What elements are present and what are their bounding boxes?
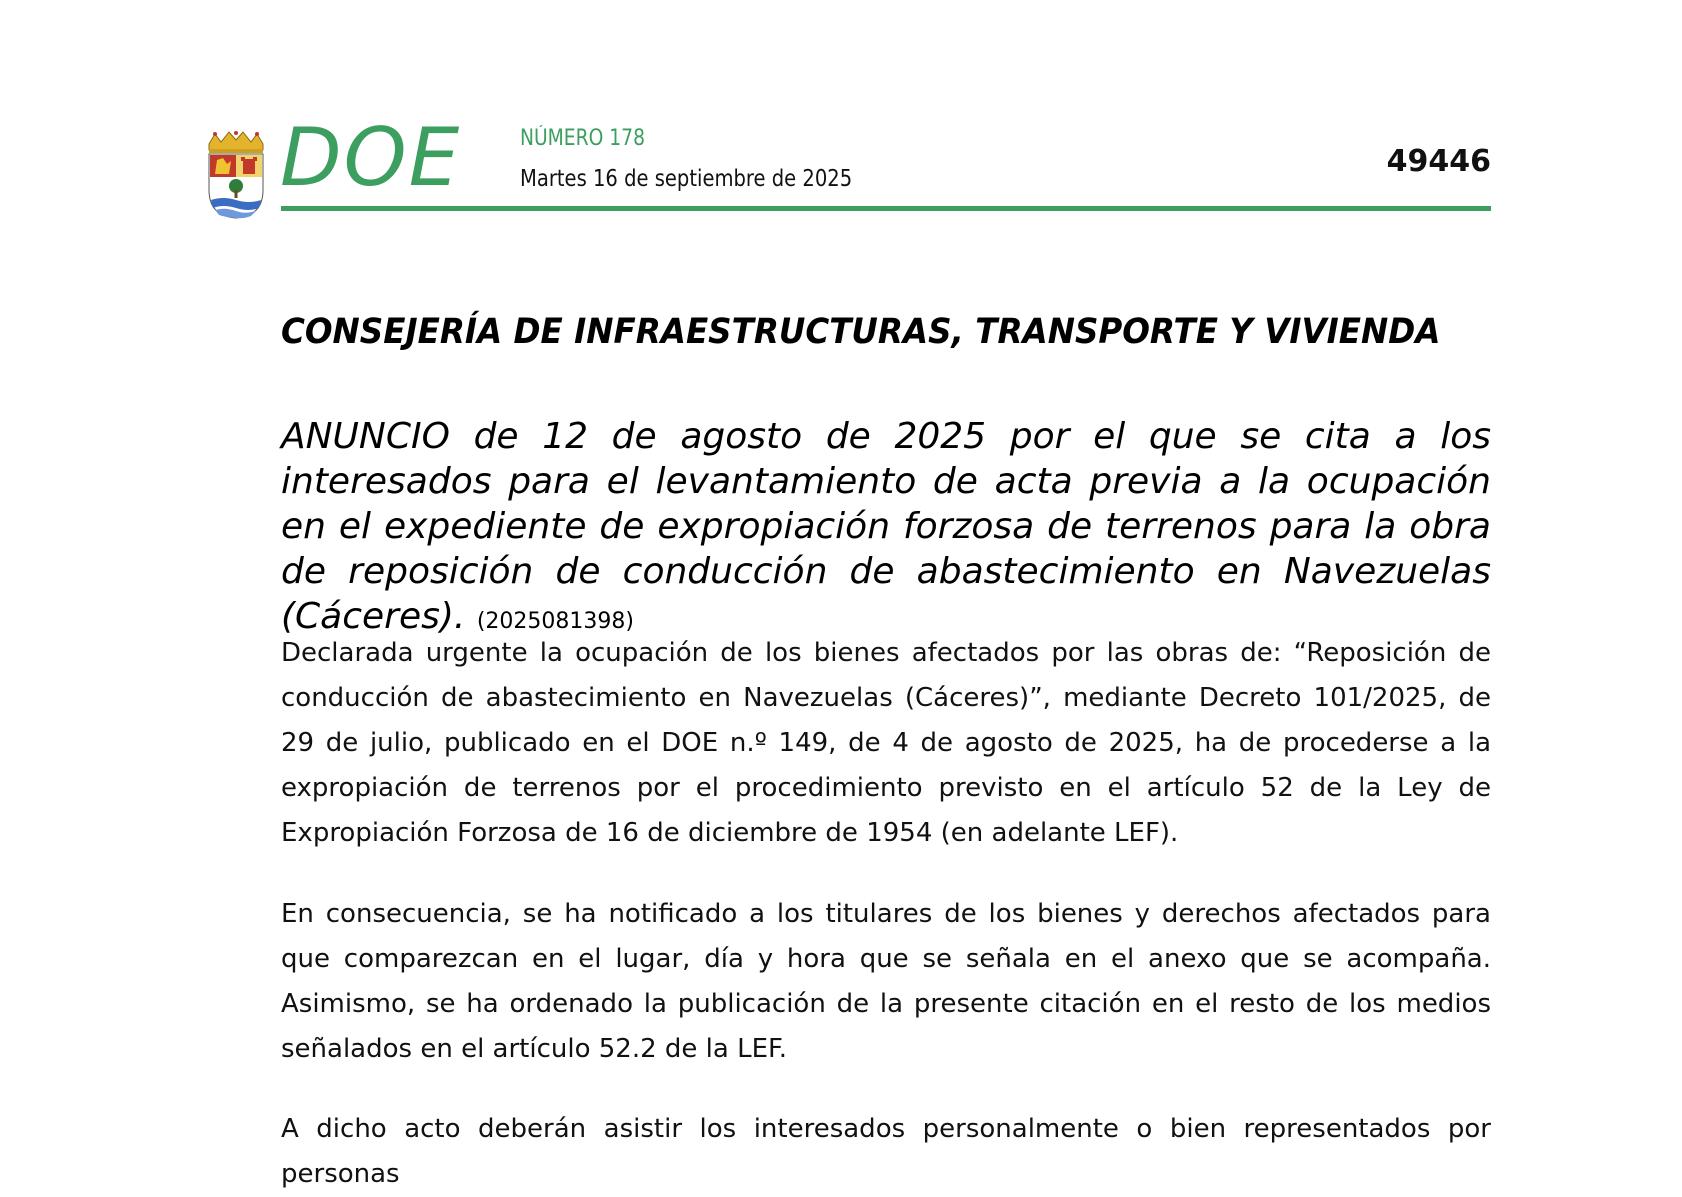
extremadura-coat-of-arms-icon (205, 130, 267, 220)
body-paragraph: En consecuencia, se ha notificado a los titulares de los bienes y derechos afectados para que comparezcan en el lugar, día y hora que se señala en el anexo que se acompaña. Asimismo, se ha ordenado la publicación de la presente citación en el resto de los medios señalados en el artículo 52.2 de la LEF. (281, 899, 1491, 1064)
body-paragraph: Declarada urgente la ocupación de los bienes afectados por las obras de: “Reposición de conducción de abastecimiento en Navezuelas (Cáceres)”, mediante Decreto 101/2025, de 29 de julio, publicado en el DOE n.º 149, de 4 de agosto de 2025, ha de procederse a la expropiación de terrenos por el procedimiento previsto en el artículo 52 de la Ley de Expropiación Forzosa de 16 de diciembre de 1954 (en adelante LEF). (281, 638, 1491, 848)
doe-logo: DOE (280, 111, 462, 204)
announcement-title (281, 414, 1491, 644)
issue-number: NÚMERO 178 (520, 126, 645, 151)
body-paragraph: A dicho acto deberán asistir los interesados personalmente o bien representados por personas (281, 1114, 1491, 1189)
issue-date: Martes 16 de septiembre de 2025 (520, 166, 853, 192)
announcement-text: ANUNCIO de 12 de agosto de 2025 por el que se cita a los interesados para el levantamiento de acta previa a la ocupación en el expediente de expropiación forzosa de terrenos para la obra de reposición de conducción de abastecimiento en Navezuelas (Cáceres). (281, 416, 1491, 637)
announcement-reference: (2025081398) (476, 609, 634, 634)
section-title: CONSEJERÍA DE INFRAESTRUCTURAS, TRANSPORTE Y VIVIENDA (281, 312, 1441, 352)
header-divider (281, 206, 1491, 211)
page-number: 49446 (1386, 144, 1491, 179)
